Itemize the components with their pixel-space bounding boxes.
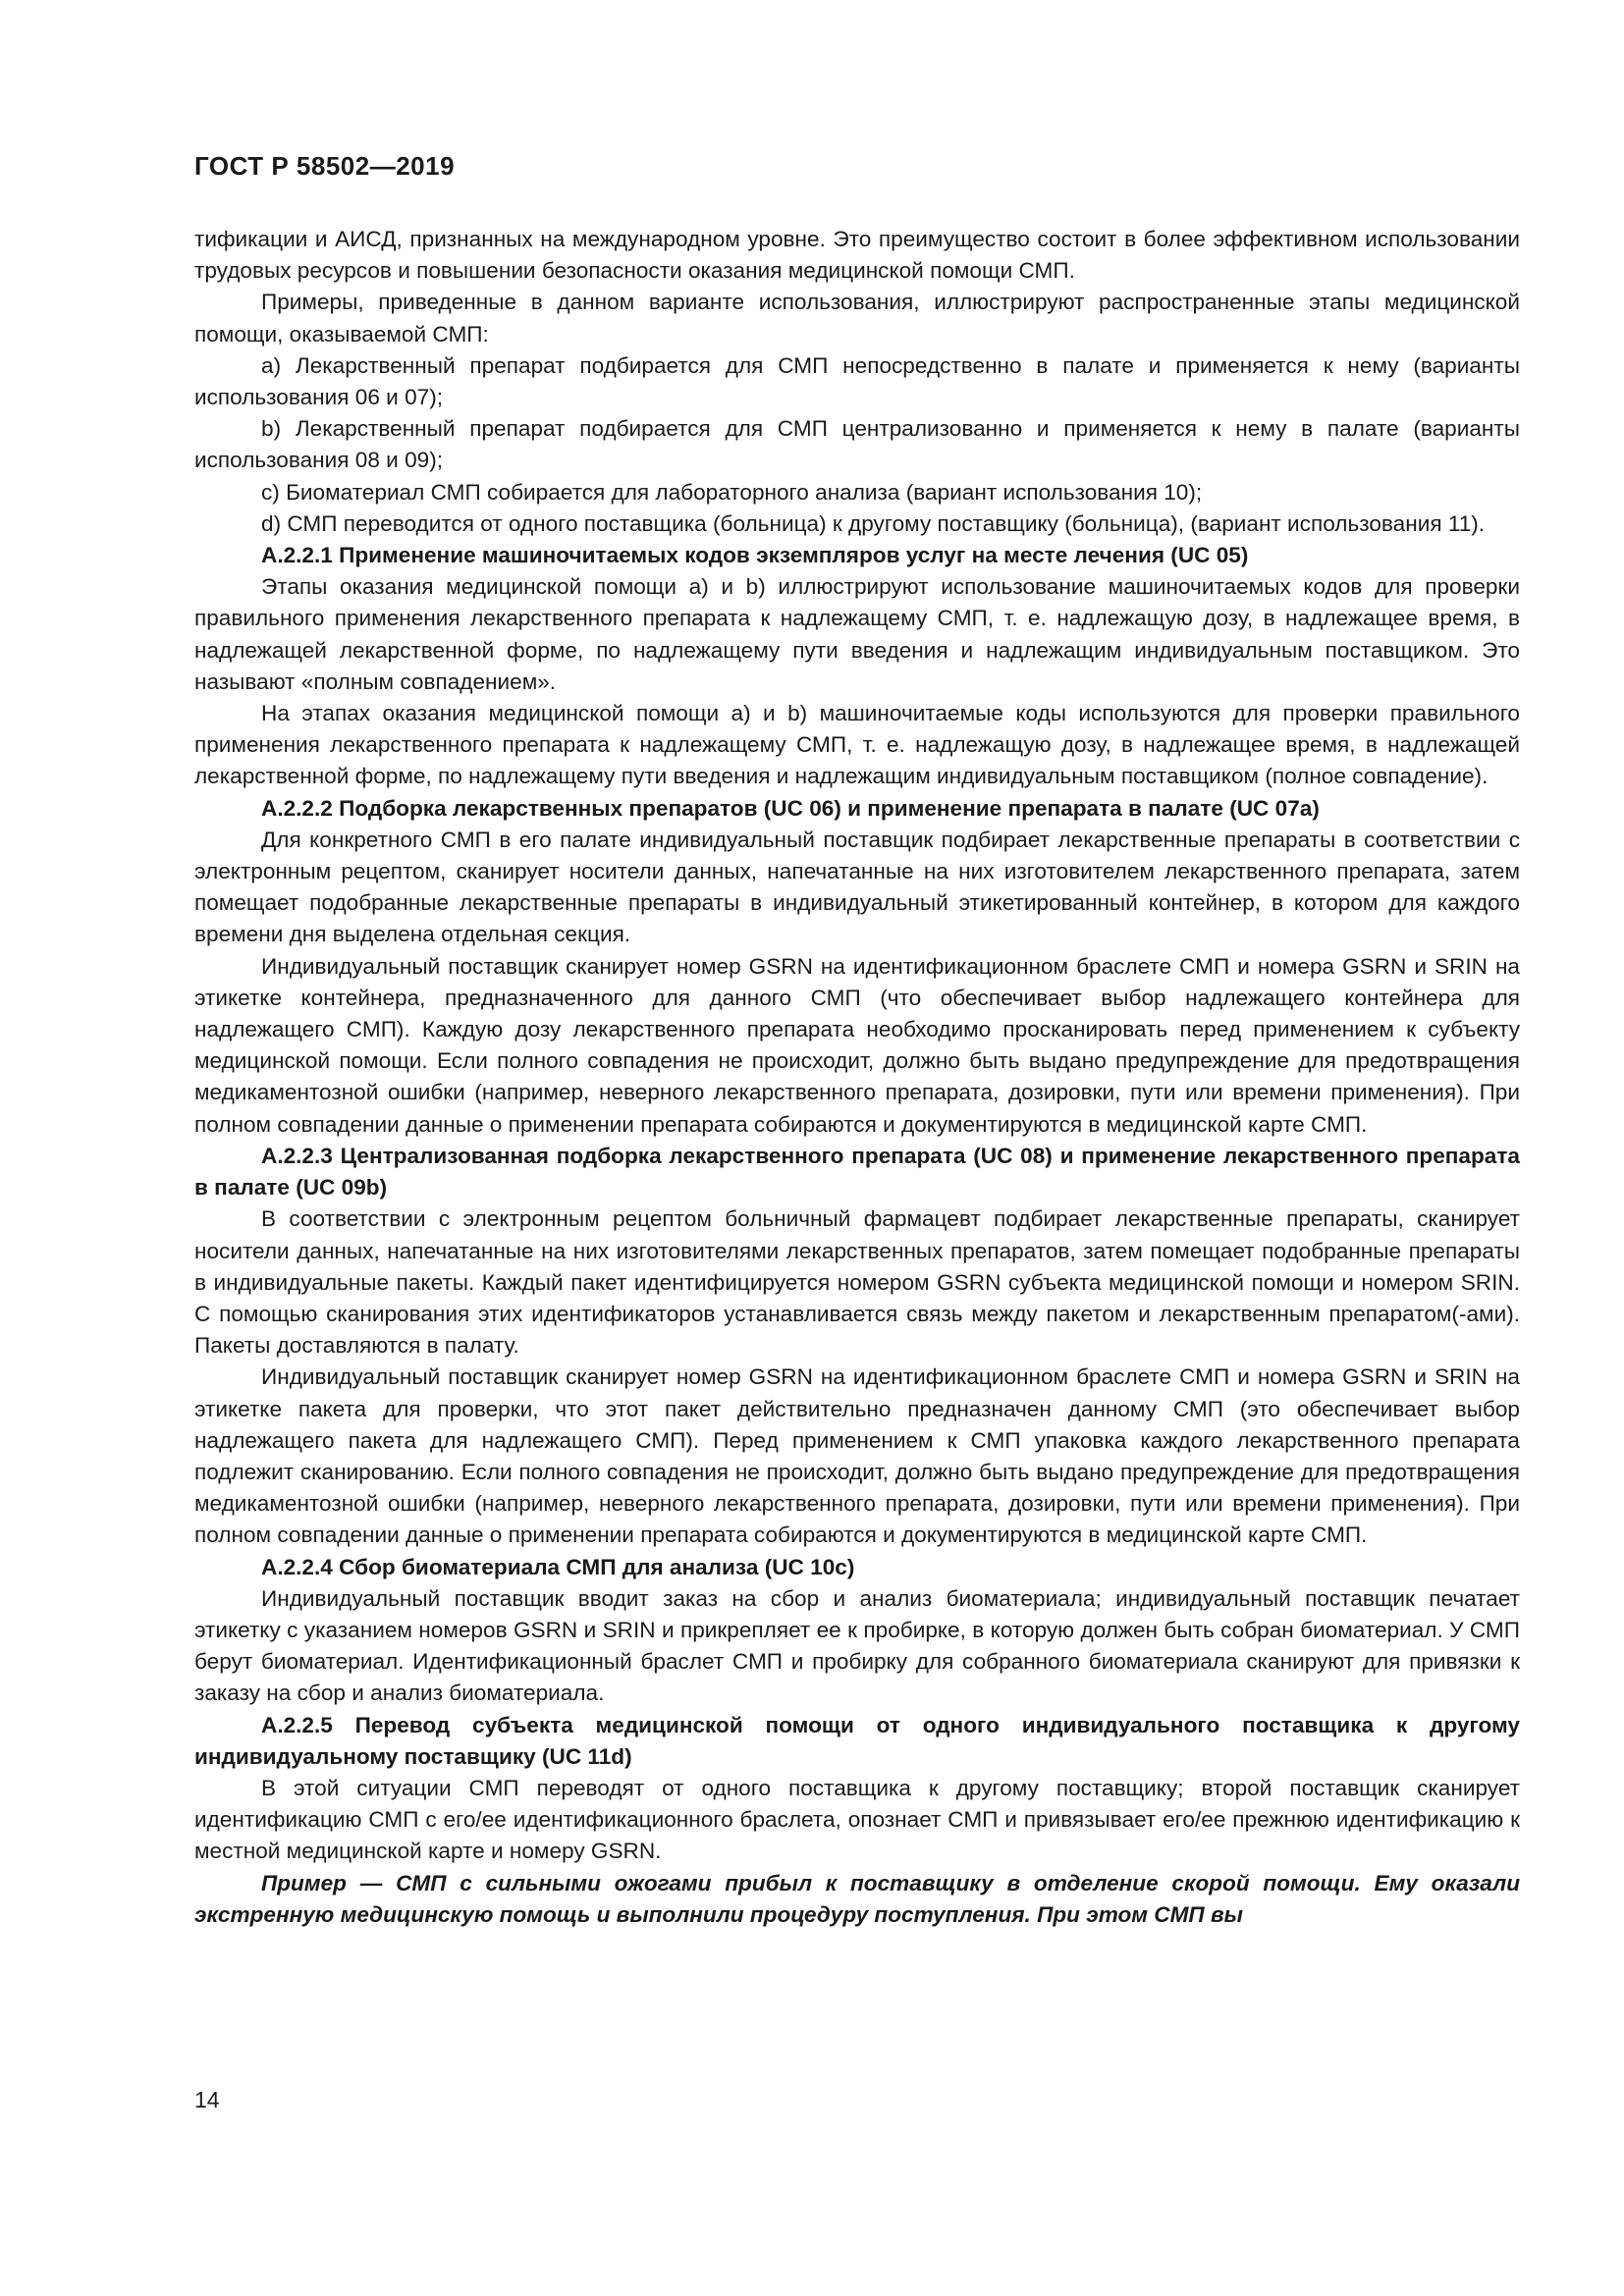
paragraph: Этапы оказания медицинской помощи а) и b) иллюстрируют использование машиночитаемых кодов для проверки правильного применения лекарственного препарата к надлежащему СМП, т. е. надлежащую дозу, в надлежащее время, в надлежащей лекарственной форме, по надлежащему пути введения и надлежащим индивидуальным поставщиком. Это называют «полным совпадением».: [194, 574, 1520, 694]
section-heading: A.2.2.2 Подборка лекарственных препаратов (UC 06) и применение препарата в палате (UC 07a): [261, 795, 1320, 821]
section-heading: A.2.2.1 Применение машиночитаемых кодов экземпляров услуг на месте лечения (UC 05): [261, 543, 1249, 568]
paragraph: Индивидуальный поставщик сканирует номер GSRN на идентификационном браслете СМП и номера GSRN и SRIN на этикетке контейнера, предназначенного для данного СМП (что обеспечивает выбор надлежащего контейнера для надлежащего СМП). Каждую дозу лекарственного препарата необходимо просканировать перед применением к субъекту медицинской помощи. Если полного совпадения не происходит, должно быть выдано предупреждение для предотвращения медикаментозной ошибки (например, неверного лекарственного препарата, дозировки, пути или времени применения). При полном совпадении данные о применении препарата собираются и документируются в медицинской карте СМП.: [194, 953, 1520, 1137]
page-header: ГОСТ Р 58502—2019: [194, 151, 456, 181]
paragraph: В соответствии с электронным рецептом больничный фармацевт подбирает лекарственные препараты, сканирует носители данных, напечатанные на них изготовителями лекарственных препаратов, затем помещает подобранные препараты в индивидуальные пакеты. Каждый пакет идентифицируется номером GSRN субъекта медицинской помощи и номером SRIN. С помощью сканирования этих идентификаторов устанавливается связь между пакетом и лекарственным препаратом(-ами). Пакеты доставляются в палату.: [194, 1206, 1520, 1359]
paragraph: Для конкретного СМП в его палате индивидуальный поставщик подбирает лекарственные препараты в соответствии с электронным рецептом, сканирует носители данных, напечатанные на них изготовителем лекарственного препарата, затем помещает подобранные лекарственные препараты в индивидуальный этикетированный контейнер, в котором для каждого времени дня выделена отдельная секция.: [194, 827, 1520, 947]
list-item: c) Биоматериал СМП собирается для лабораторного анализа (вариант использования 10);: [261, 479, 1203, 505]
list-item: d) СМП переводится от одного поставщика (больница) к другому поставщику (больница), (вариант использования 11).: [261, 510, 1486, 536]
paragraph: тификации и АИСД, признанных на международном уровне. Это преимущество состоит в более эффективном использовании трудовых ресурсов и повышении безопасности оказания медицинской помощи СМП.: [194, 227, 1520, 284]
paragraph: Примеры, приведенные в данном варианте использования, иллюстрируют распространенные этапы медицинской помощи, оказываемой СМП:: [194, 290, 1520, 347]
page-number: 14: [194, 2087, 220, 2112]
list-item: a) Лекарственный препарат подбирается для СМП непосредственно в палате и применяется к нему (варианты использования 06 и 07);: [194, 352, 1520, 410]
paragraph: На этапах оказания медицинской помощи а) и b) машиночитаемые коды используются для проверки правильного применения лекарственного препарата к надлежащему СМП, т. е. надлежащую дозу, в надлежащее время, в надлежащей лекарственной форме, по надлежащему пути введения и надлежащим индивидуальным поставщиком (полное совпадение).: [194, 701, 1520, 789]
example-paragraph: Пример — СМП с сильными ожогами прибыл к поставщику в отделение скорой помощи. Ему оказали экстренную медицинскую помощь и выполнили процедуру поступления. При этом СМП вы: [194, 1870, 1520, 1927]
paragraph: В этой ситуации СМП переводят от одного поставщика к другому поставщику; второй поставщик сканирует идентификацию СМП с его/ее идентификационного браслета, опознает СМП и привязывает его/ее прежнюю идентификацию к местной медицинской карте и номеру GSRN.: [194, 1775, 1520, 1864]
section-heading: A.2.2.3 Централизованная подборка лекарственного препарата (UC 08) и применение лекарственного препарата в палате (UC 09b): [194, 1143, 1520, 1201]
paragraph: Индивидуальный поставщик сканирует номер GSRN на идентификационном браслете СМП и номера GSRN и SRIN на этикетке пакета для проверки, что этот пакет действительно предназначен данному СМП (это обеспечивает выбор надлежащего пакета для надлежащего СМП). Перед применением к СМП упаковка каждого лекарственного препарата подлежит сканированию. Если полного совпадения не происходит, должно быть выдано предупреждение для предотвращения медикаментозной ошибки (например, неверного лекарственного препарата, дозировки, пути или времени применения). При полном совпадении данные о применении препарата собираются и документируются в медицинской карте СМП.: [194, 1364, 1520, 1548]
paragraph: Индивидуальный поставщик вводит заказ на сбор и анализ биоматериала; индивидуальный поставщик печатает этикетку с указанием номеров GSRN и SRIN и прикрепляет ее к пробирке, в которую должен быть собран биоматериал. У СМП берут биоматериал. Идентификационный браслет СМП и пробирку для собранного биоматериала сканируют для привязки к заказу на сбор и анализ биоматериала.: [194, 1585, 1520, 1706]
document-body: [194, 224, 1520, 1931]
list-item: b) Лекарственный препарат подбирается для СМП централизованно и применяется к нему в палате (варианты использования 08 и 09);: [194, 416, 1520, 473]
section-heading: A.2.2.4 Сбор биоматериала СМП для анализа (UC 10c): [261, 1554, 855, 1579]
section-heading: A.2.2.5 Перевод субъекта медицинской помощи от одного индивидуального поставщика к другому индивидуальному поставщику (UC 11d): [194, 1712, 1520, 1769]
